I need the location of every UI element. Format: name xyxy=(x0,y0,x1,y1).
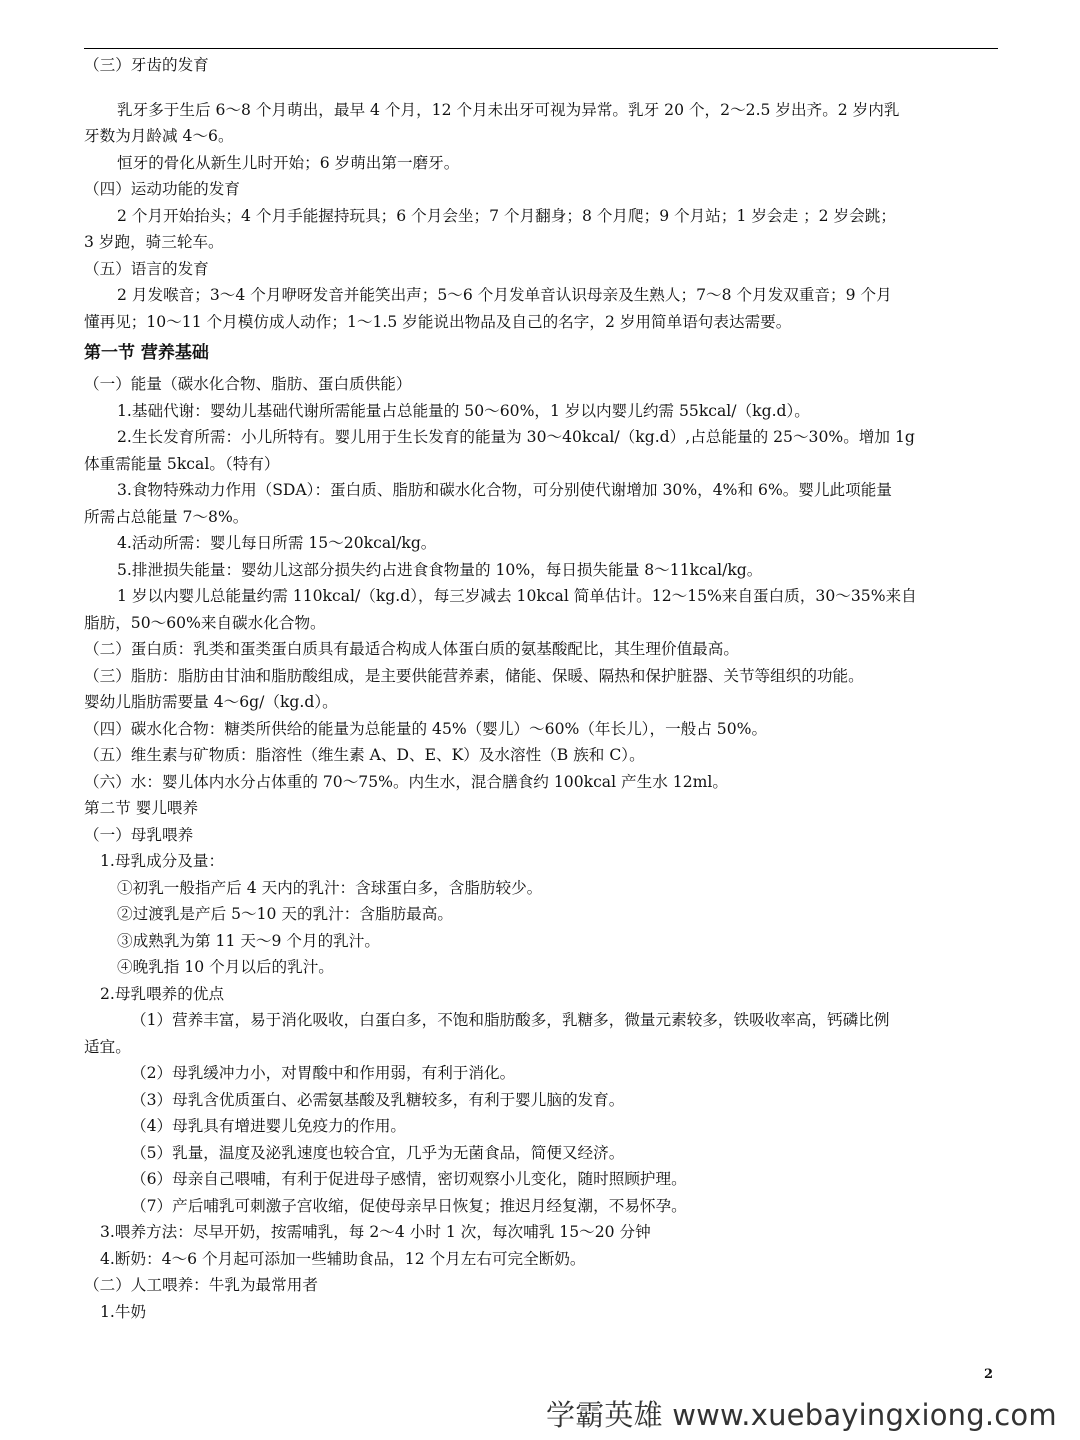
paragraph-line: 恒牙的骨化从新生儿时开始；6 岁萌出第一磨牙。 xyxy=(117,153,460,172)
paragraph-line: 1.母乳成分及量： xyxy=(100,852,225,870)
list-item: ①初乳一般指产后 4 天内的乳汁：含球蛋白多，含脂肪较少。 xyxy=(117,878,543,897)
paragraph-line: 婴幼儿脂肪需要量 4～6g/（kg.d）。 xyxy=(84,693,338,711)
paragraph-line: （四）碳水化合物：糖类所供给的能量为总能量的 45%（婴儿）～60%（年长儿），一般占 50%。 xyxy=(84,719,768,738)
paragraph-line: 体重需能量 5kcal。（特有） xyxy=(84,454,280,473)
list-item: （7）产后哺乳可刺激子宫收缩，促使母亲早日恢复；推迟月经复潮，不易怀孕。 xyxy=(131,1196,687,1215)
paragraph-line: 3.喂养方法：尽早开奶，按需哺乳，每 2～4 小时 1 次，每次哺乳 15～20 分钟 xyxy=(100,1223,651,1241)
list-item: ②过渡乳是产后 5～10 天的乳汁：含脂肪最高。 xyxy=(117,905,453,923)
paragraph-line: （三）脂肪：脂肪由甘油和脂肪酸组成，是主要供能营养素，储能、保暖、隔热和保护脏器、关节等组织的功能。 xyxy=(84,666,864,685)
document-body xyxy=(84,52,998,1325)
subsection-heading: （二）人工喂养：牛乳为最常用者 xyxy=(84,1276,318,1294)
paragraph-line: 4.断奶：4～6 个月起可添加一些辅助食品，12 个月左右可完全断奶。 xyxy=(100,1249,586,1268)
paragraph-line: 3.食物特殊动力作用（SDA）：蛋白质、脂肪和碳水化合物，可分别使代谢增加 30%，4%和 6%。婴儿此项能量 xyxy=(117,481,892,499)
subsection-heading: （一）母乳喂养 xyxy=(84,825,194,844)
subsection-heading: （五）语言的发育 xyxy=(84,259,209,278)
paragraph-line: 脂肪，50～60%来自碳水化合物。 xyxy=(84,613,326,632)
subsection-heading: （四）运动功能的发育 xyxy=(84,180,240,198)
paragraph-line: 5.排泄损失能量：婴幼儿这部分损失约占进食食物量的 10%，每日损失能量 8～11kcal/kg。 xyxy=(117,560,763,579)
list-item: （3）母乳含优质蛋白、必需氨基酸及乳糖较多，有利于婴儿脑的发育。 xyxy=(131,1090,625,1109)
paragraph-line: （六）水：婴儿体内水分占体重的 70～75%。内生水，混合膳食约 100kcal 产生水 12ml。 xyxy=(84,772,728,791)
paragraph-line: 1.牛奶 xyxy=(100,1302,147,1321)
section-heading: 第二节 婴儿喂养 xyxy=(84,799,199,817)
paragraph-line: 懂再见；10～11 个月模仿成人动作；1～1.5 岁能说出物品及自己的名字，2 岁用简单语句表达需要。 xyxy=(84,312,792,331)
paragraph-line: （五）维生素与矿物质：脂溶性（维生素 A、D、E、K）及水溶性（B 族和 C）。 xyxy=(84,746,645,764)
list-item: （2）母乳缓冲力小，对胃酸中和作用弱，有利于消化。 xyxy=(131,1064,516,1082)
list-item: （1）营养丰富，易于消化吸收，白蛋白多，不饱和脂肪酸多，乳糖多，微量元素较多，铁吸收率高，钙磷比例 xyxy=(131,1011,890,1029)
paragraph-line: 2.母乳喂养的优点 xyxy=(100,984,225,1003)
list-item: ③成熟乳为第 11 天～9 个月的乳汁。 xyxy=(117,931,380,950)
paragraph-line: 适宜。 xyxy=(84,1037,131,1056)
paragraph-line: 2 个月开始抬头；4 个月手能握持玩具；6 个月会坐；7 个月翻身；8 个月爬；9 个月站；1 岁会走 ；2 岁会跳； xyxy=(117,206,896,225)
list-item: （6）母亲自己喂哺，有利于促进母子感情，密切观察小儿变化，随时照顾护理。 xyxy=(131,1170,687,1188)
watermark-text: 学霸英雄 www.xuebayingxiong.com xyxy=(546,1398,1057,1432)
subsection-heading: （三）牙齿的发育 xyxy=(84,56,209,74)
paragraph-line: （二）蛋白质：乳类和蛋类蛋白质具有最适合构成人体蛋白质的氨基酸配比，其生理价值最高。 xyxy=(84,640,739,658)
page-number: 2 xyxy=(984,1367,994,1382)
paragraph-line: 2.生长发育所需：小儿所特有。婴儿用于生长发育的能量为 30～40kcal/（kg.d）,占总能量的 25～30%。增加 1g xyxy=(117,428,915,446)
header-rule xyxy=(84,48,998,49)
paragraph-line: 1 岁以内婴儿总能量约需 110kcal/（kg.d），每三岁减去 10kcal 简单估计。12～15%来自蛋白质，30～35%来自 xyxy=(117,587,917,605)
list-item: （5）乳量，温度及泌乳速度也较合宜，几乎为无菌食品，简便又经济。 xyxy=(131,1143,625,1162)
list-item: ④晚乳指 10 个月以后的乳汁。 xyxy=(117,958,334,976)
list-item: （4）母乳具有增进婴儿免疫力的作用。 xyxy=(131,1117,407,1135)
subsection-heading: （一）能量（碳水化合物、脂肪、蛋白质供能） xyxy=(84,375,412,393)
section-heading: 第一节 营养基础 xyxy=(84,343,209,363)
paragraph-line: 所需占总能量 7～8%。 xyxy=(84,507,249,526)
paragraph-line: 3 岁跑，骑三轮车。 xyxy=(84,233,224,251)
paragraph-line: 牙数为月龄减 4～6。 xyxy=(84,127,234,145)
paragraph-line: 乳牙多于生后 6～8 个月萌出，最早 4 个月，12 个月未出牙可视为异常。乳牙 20 个，2～2.5 岁出齐。2 岁内乳 xyxy=(117,100,900,119)
paragraph-line: 2 月发喉音；3～4 个月咿呀发音并能笑出声；5～6 个月发单音认识母亲及生熟人；7～8 个月发双重音；9 个月 xyxy=(117,286,892,304)
paragraph-line: 4.活动所需：婴儿每日所需 15～20kcal/kg。 xyxy=(117,534,437,552)
paragraph-line: 1.基础代谢：婴幼儿基础代谢所需能量占总能量的 50～60%，1 岁以内婴儿约需 55kcal/（kg.d）。 xyxy=(117,401,810,420)
